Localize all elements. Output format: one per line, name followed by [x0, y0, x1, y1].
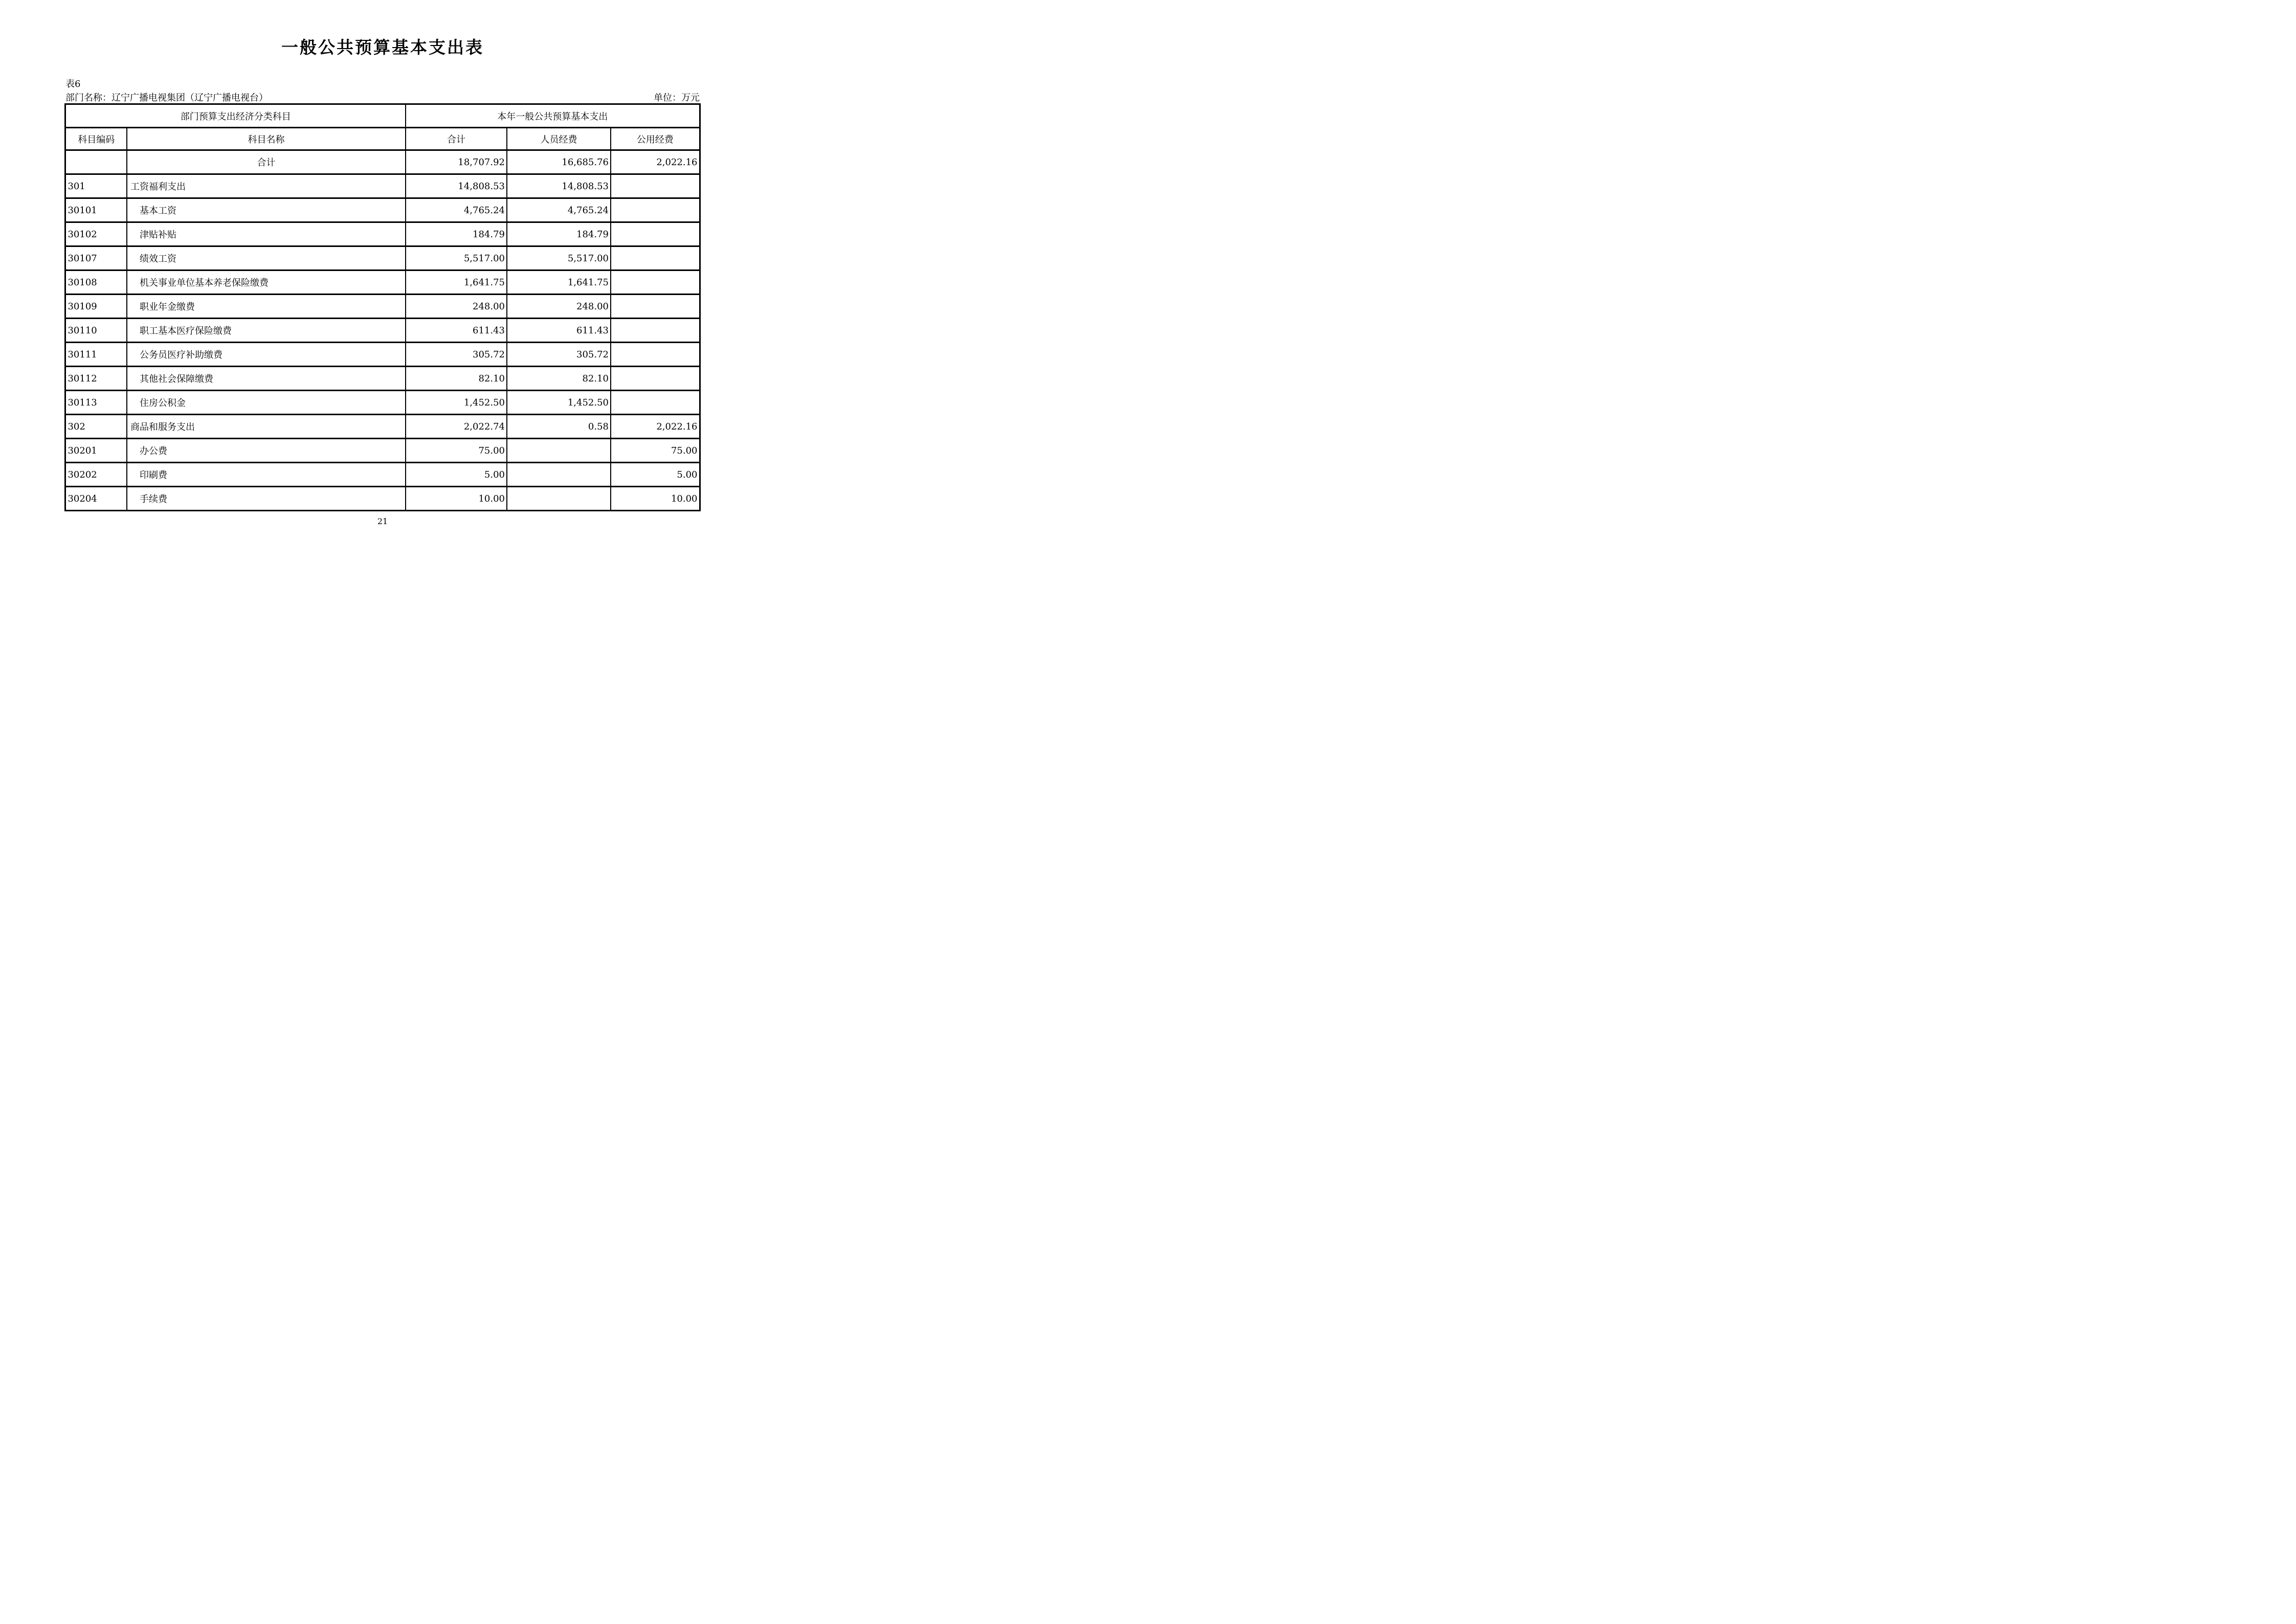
cell-name: 公务员医疗补助缴费 — [127, 343, 406, 367]
cell-total: 611.43 — [406, 319, 507, 343]
cell-personnel: 1,452.50 — [507, 391, 611, 415]
cell-name: 住房公积金 — [127, 391, 406, 415]
cell-code: 30113 — [65, 391, 127, 415]
table-row — [65, 319, 700, 343]
table-row — [65, 367, 700, 391]
table-row — [65, 463, 700, 487]
cell-personnel — [507, 487, 611, 511]
department-name: 部门名称：辽宁广播电视集团（辽宁广播电视台） — [65, 93, 268, 103]
cell-name: 基本工资 — [127, 198, 406, 222]
table-row — [65, 174, 700, 198]
cell-name: 印刷费 — [127, 463, 406, 487]
table-row — [65, 222, 700, 246]
cell-name: 手续费 — [127, 487, 406, 511]
col-header-name: 科目名称 — [127, 128, 406, 150]
cell-code: 30204 — [65, 487, 127, 511]
cell-code: 30110 — [65, 319, 127, 343]
cell-code: 30201 — [65, 439, 127, 463]
cell-total: 18,707.92 — [406, 150, 507, 174]
cell-personnel: 82.10 — [507, 367, 611, 391]
table-row — [65, 246, 700, 270]
page-title: 一般公共预算基本支出表 — [281, 37, 484, 57]
table-body — [65, 150, 700, 511]
cell-public — [611, 222, 700, 246]
cell-total: 305.72 — [406, 343, 507, 367]
cell-public — [611, 391, 700, 415]
cell-personnel: 305.72 — [507, 343, 611, 367]
col-header-total: 合计 — [406, 128, 507, 150]
col-header-public: 公用经费 — [611, 128, 700, 150]
cell-name: 津贴补贴 — [127, 222, 406, 246]
cell-public — [611, 295, 700, 319]
cell-total: 248.00 — [406, 295, 507, 319]
cell-name: 绩效工资 — [127, 246, 406, 270]
header-right-group: 本年一般公共预算基本支出 — [406, 104, 700, 128]
cell-code: 30107 — [65, 246, 127, 270]
cell-public — [611, 343, 700, 367]
table-header — [65, 104, 700, 150]
cell-personnel: 611.43 — [507, 319, 611, 343]
cell-total: 1,452.50 — [406, 391, 507, 415]
table-row — [65, 343, 700, 367]
cell-public — [611, 270, 700, 295]
cell-personnel: 4,765.24 — [507, 198, 611, 222]
cell-code: 30102 — [65, 222, 127, 246]
cell-name: 工资福利支出 — [127, 174, 406, 198]
cell-name: 办公费 — [127, 439, 406, 463]
table-row — [65, 150, 700, 174]
cell-public — [611, 246, 700, 270]
cell-public: 2,022.16 — [611, 415, 700, 439]
cell-personnel: 248.00 — [507, 295, 611, 319]
table-row — [65, 487, 700, 511]
cell-total: 82.10 — [406, 367, 507, 391]
cell-public — [611, 198, 700, 222]
table-row — [65, 270, 700, 295]
cell-name: 其他社会保障缴费 — [127, 367, 406, 391]
meta-row — [65, 93, 700, 103]
cell-code: 30109 — [65, 295, 127, 319]
col-header-personnel: 人员经费 — [507, 128, 611, 150]
cell-total: 2,022.74 — [406, 415, 507, 439]
table-label: 表6 — [65, 79, 81, 89]
cell-code: 30108 — [65, 270, 127, 295]
unit-label: 单位：万元 — [654, 93, 700, 103]
col-header-code: 科目编码 — [65, 128, 127, 150]
header-group-row — [65, 104, 700, 128]
cell-personnel: 5,517.00 — [507, 246, 611, 270]
cell-code: 30101 — [65, 198, 127, 222]
cell-public — [611, 319, 700, 343]
cell-code: 302 — [65, 415, 127, 439]
cell-public: 10.00 — [611, 487, 700, 511]
cell-code — [65, 150, 127, 174]
cell-personnel: 16,685.76 — [507, 150, 611, 174]
cell-personnel: 1,641.75 — [507, 270, 611, 295]
table-row — [65, 415, 700, 439]
cell-personnel — [507, 439, 611, 463]
cell-name: 职业年金缴费 — [127, 295, 406, 319]
page-number: 21 — [377, 516, 388, 526]
cell-total: 4,765.24 — [406, 198, 507, 222]
cell-total: 75.00 — [406, 439, 507, 463]
cell-code: 30112 — [65, 367, 127, 391]
cell-code: 30111 — [65, 343, 127, 367]
cell-public: 75.00 — [611, 439, 700, 463]
cell-total: 1,641.75 — [406, 270, 507, 295]
cell-name: 职工基本医疗保险缴费 — [127, 319, 406, 343]
cell-public: 5.00 — [611, 463, 700, 487]
cell-total: 10.00 — [406, 487, 507, 511]
header-left-group: 部门预算支出经济分类科目 — [65, 104, 406, 128]
cell-code: 30202 — [65, 463, 127, 487]
cell-name: 商品和服务支出 — [127, 415, 406, 439]
cell-total: 5,517.00 — [406, 246, 507, 270]
table-row — [65, 198, 700, 222]
cell-total: 184.79 — [406, 222, 507, 246]
table-row — [65, 391, 700, 415]
cell-total: 5.00 — [406, 463, 507, 487]
cell-public: 2,022.16 — [611, 150, 700, 174]
document-page — [0, 0, 765, 542]
cell-total: 14,808.53 — [406, 174, 507, 198]
cell-public — [611, 174, 700, 198]
cell-public — [611, 367, 700, 391]
cell-personnel — [507, 463, 611, 487]
cell-personnel: 184.79 — [507, 222, 611, 246]
cell-name: 合计 — [127, 150, 406, 174]
table-row — [65, 295, 700, 319]
cell-code: 301 — [65, 174, 127, 198]
cell-personnel: 0.58 — [507, 415, 611, 439]
table-row — [65, 439, 700, 463]
header-columns-row — [65, 128, 700, 150]
cell-personnel: 14,808.53 — [507, 174, 611, 198]
cell-name: 机关事业单位基本养老保险缴费 — [127, 270, 406, 295]
budget-table — [64, 103, 700, 511]
